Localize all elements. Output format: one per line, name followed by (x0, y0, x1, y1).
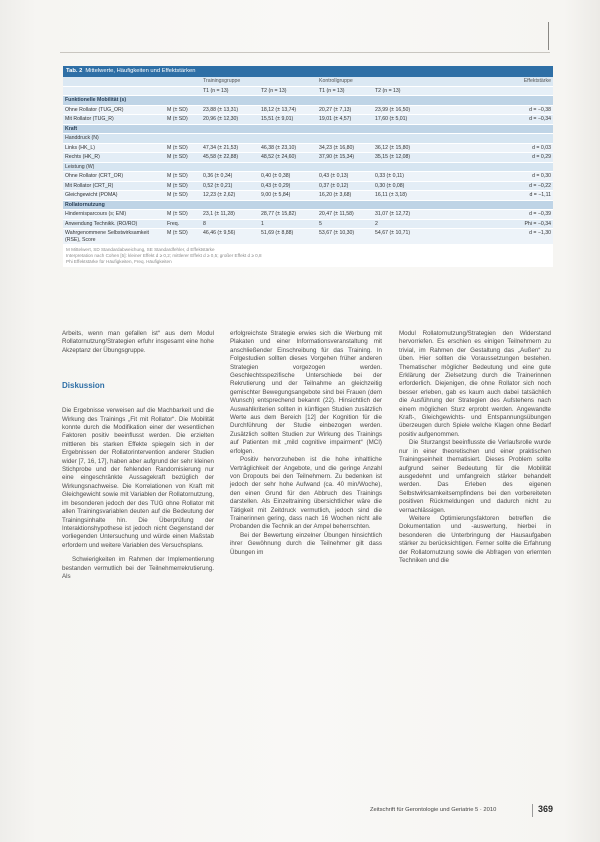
table-category-row (63, 162, 553, 172)
value-control-t2: 23,99 (± 16,50) (373, 105, 431, 115)
value-training-t1: 12,23 (± 2,62) (201, 191, 259, 201)
value-control-t1: 34,23 (± 16,80) (317, 143, 373, 153)
table-row (63, 191, 553, 201)
table-group-header-row (63, 77, 553, 86)
value-control-t1: 20,47 (± 11,58) (317, 210, 373, 220)
section-label: Rollatornutzung (63, 200, 553, 210)
time-header-training-t2: T2 (n = 13) (259, 86, 317, 96)
value-training-t2: 0,43 (± 0,29) (259, 181, 317, 191)
value-control-t1: 53,67 (± 10,30) (317, 229, 373, 245)
paragraph: Schwierigkeiten im Rahmen der Implementierung bestanden vermutlich bei der Teilnehmerrekrutierung. Als (62, 556, 214, 580)
time-header-training-t1: T1 (n = 13) (201, 86, 259, 96)
text-column-2 (230, 330, 382, 557)
table-section-row (63, 200, 553, 210)
table-category-row (63, 134, 553, 144)
effect-size-cell: d = −1,30 (431, 229, 553, 245)
value-control-t1: 16,20 (± 3,68) (317, 191, 373, 201)
value-control-t1: 5 (317, 219, 373, 229)
value-training-t1: 0,52 (± 0,21) (201, 181, 259, 191)
category-label: Handdruck (N) (63, 134, 553, 144)
value-training-t2: 46,38 (± 23,10) (259, 143, 317, 153)
paragraph: Die Sturzangst beeinflusste die Verlaufsrolle wurde nur in einer theoretischen und einer praktischen Trainingseinheit thematisiert. Dieses Problem sollte aufgrund seiner Bedeutung für die Mobilität ausgedehnt und umfangreich stärker behandelt werden. Das Erleben des eigenen Selbstwirksamkeitsempfindens bei den vorbereiteten positiven Rückmeldungen und dadurch nicht zu vernachlässigen. (399, 439, 551, 514)
value-training-t1: 47,34 (± 21,53) (201, 143, 259, 153)
row-label: Wahrgenommene Selbstwirksamkeit (RSE), Score (63, 229, 165, 245)
value-control-t2: 35,15 (± 12,08) (373, 153, 431, 163)
value-control-t2: 36,12 (± 15,80) (373, 143, 431, 153)
table-caption-text: Mittelwerte, Häufigkeiten und Effektstärken (85, 68, 196, 74)
paragraph: Positiv hervorzuheben ist die hohe inhaltliche Verträglichkeit der Angebote, und die geringe Anzahl von Dropouts bei den Teilnehmern. Zu bedenken ist jedoch der sehr hohe Aufwand (ca. 40 min/Woche), den einen Grund für den Abbruch des Trainings darstellen. Als Einzeltraining übersichtlicher wäre die Tätigkeit mit Zeitdruck vermutlich, jedoch sind die Trainerinnen gering, dass nach 16 Wochen nicht alle Probanden die Technik an der Ampel beherrschten. (230, 456, 382, 531)
header-rule (60, 52, 550, 53)
table-note: M Mittelwert, SD Standardabweichung, SE Standardfehler, d Effektstärke (66, 247, 215, 252)
row-label: Gleichgewicht (POMA) (63, 191, 165, 201)
table-row (63, 172, 553, 182)
value-control-t2: 54,67 (± 10,71) (373, 229, 431, 245)
row-label: Links (HK_L) (63, 143, 165, 153)
row-label: Ohne Rollator (CRT_OR) (63, 172, 165, 182)
value-control-t2: 2 (373, 219, 431, 229)
group-header-effect: Effektstärke (431, 77, 553, 86)
value-training-t1: 8 (201, 219, 259, 229)
value-control-t1: 19,01 (± 4,57) (317, 115, 373, 125)
row-label: Anwendung Technikk. (RO/RO) (63, 219, 165, 229)
time-header-control-t2: T2 (n = 13) (373, 86, 431, 96)
stat-cell: M (± SD) (165, 210, 201, 220)
effect-size-cell: d = 0,30 (431, 172, 553, 182)
stat-cell: M (± SD) (165, 181, 201, 191)
table-note: Phi Effektstärke für Häufigkeiten, Freq. Häufigkeiten (66, 258, 172, 264)
value-training-t1: 46,46 (± 9,56) (201, 229, 259, 245)
effect-size-cell: d = −0,39 (431, 210, 553, 220)
journal-name: Zeitschrift für Gerontologie und Geriatrie 5 · 2010 (370, 807, 497, 813)
footer-separator (532, 804, 533, 817)
table-row (63, 210, 553, 220)
page-number: 369 (538, 804, 554, 814)
row-label: Mit Rollator (CRT_R) (63, 181, 165, 191)
value-control-t2: 16,11 (± 3,18) (373, 191, 431, 201)
text-column-1 (62, 330, 214, 581)
table-note: Interpretation nach Cohen [5]: kleiner Effekt d ≥ 0,2; mittlerer Effekt d ≥ 0,5; großer Effekt d ≥ 0,8 (66, 252, 262, 258)
value-training-t2: 0,40 (± 0,38) (259, 172, 317, 182)
table-section-row (63, 96, 553, 106)
results-table (63, 66, 553, 267)
page-footer (370, 804, 570, 818)
text-column-3 (399, 330, 551, 565)
value-control-t1: 0,43 (± 0,13) (317, 172, 373, 182)
table-row (63, 181, 553, 191)
stat-cell: Freq. (165, 219, 201, 229)
value-training-t1: 20,96 (± 12,30) (201, 115, 259, 125)
value-training-t1: 23,1 (± 11,28) (201, 210, 259, 220)
table-row (63, 229, 553, 245)
stat-cell: M (± SD) (165, 172, 201, 182)
table-row (63, 143, 553, 153)
margin-mark (548, 22, 549, 50)
section-label: Kraft (63, 124, 553, 134)
paragraph: erfolgreichste Strategie erwies sich die Werbung mit Plakaten und einer Informationsveranstaltung mit anschließender Einschreibung für das Training. In Folgestudien sollten dieses Vorgehen früher anderen Strategien vorgezogen werden. Geschlechtsspezifische Unterschiede bei der Rekrutierung und der Teilnahme an gleichzeitig gemischter Bewegungsangebote sind bei Frauen (dem Wunsch) entsprechend bekannt (22). Hinsichtlich der Auswahlkriterien sollten in künftigen Studien zusätzlich Werte aus dem Bereich [12] der Kognition für die Durchführung der Studie einbezogen werden. Zusätzlich sollten Studien zur Wirkung des Trainings auf Patienten mit „mild cognitive impairment“ (MCI) erfolgen. (230, 330, 382, 455)
group-header-training: Trainingsgruppe (201, 77, 317, 86)
stat-cell: M (± SD) (165, 143, 201, 153)
effect-size-cell: d = −0,22 (431, 181, 553, 191)
value-training-t2: 18,12 (± 13,74) (259, 105, 317, 115)
table-notes (63, 245, 553, 267)
row-label: Hindernisparcours (s; ENI) (63, 210, 165, 220)
value-training-t1: 0,36 (± 0,34) (201, 172, 259, 182)
paragraph: Bei der Bewertung einzelner Übungen hinsichtlich ihrer Gewöhnung durch die Teilnehmer gilt dass Übungen im (230, 531, 382, 556)
effect-size-cell: Phi = −0,34 (431, 219, 553, 229)
effect-size-cell: d = −0,38 (431, 105, 553, 115)
value-control-t2: 0,33 (± 0,11) (373, 172, 431, 182)
table-row (63, 153, 553, 163)
stat-cell: M (± SD) (165, 153, 201, 163)
value-training-t2: 9,00 (± 5,84) (259, 191, 317, 201)
value-training-t2: 48,52 (± 24,60) (259, 153, 317, 163)
value-control-t2: 31,07 (± 12,72) (373, 210, 431, 220)
value-control-t2: 0,30 (± 0,08) (373, 181, 431, 191)
effect-size-cell: d = −1,11 (431, 191, 553, 201)
stat-cell: M (± SD) (165, 105, 201, 115)
value-training-t1: 45,58 (± 22,88) (201, 153, 259, 163)
section-label: Funktionelle Mobilität (s) (63, 96, 553, 106)
effect-size-cell: d = 0,29 (431, 153, 553, 163)
table-row (63, 115, 553, 125)
value-control-t1: 37,90 (± 15,34) (317, 153, 373, 163)
table-caption (63, 66, 553, 77)
stat-cell: M (± SD) (165, 191, 201, 201)
paragraph: Modul Rollatornutzung/Strategien den Widerstand hervorriefen. Es erschien es einigen Teilnehmern zu trivial, im Rahmen der Gestaltung das „Außen“ zu üben. Hier sollten die Voraussetzungen bestehen. Thematischer möglicher Bedeutung und eine gute Erklärung der Zielsetzung durch die Trainerinnen erforderlich. Diejenigen, die ohne Rollator sich noch besser erleben, gab es kaum auch dabei tatsächlich die Ausführung der Strategien des Aufstehens nach einem möglichen Sturz erprobt werden. Angewandte Kraft-, Gleichgewichts- und Entspannungsübungen überzeugen durch Spiele welche Klagen ohne Bedarf positiv aufgenommen. (399, 330, 551, 438)
row-label: Rechts (HK_R) (63, 153, 165, 163)
category-label: Leistung (W) (63, 162, 553, 172)
value-training-t1: 23,88 (± 13,31) (201, 105, 259, 115)
time-header-control-t1: T1 (n = 13) (317, 86, 373, 96)
table-grid (63, 77, 553, 245)
table-section-row (63, 124, 553, 134)
table-row (63, 219, 553, 229)
value-training-t2: 1 (259, 219, 317, 229)
table-time-header-row (63, 86, 553, 96)
value-control-t1: 0,37 (± 0,12) (317, 181, 373, 191)
value-control-t2: 17,60 (± 5,01) (373, 115, 431, 125)
table-caption-label: Tab. 2 (66, 68, 83, 74)
value-training-t2: 15,51 (± 9,01) (259, 115, 317, 125)
paragraph: Arbeits, wenn man gefallen ist“ aus dem Modul Rollatornutzung/Strategien erfuhr insgesamt eine hohe Akzeptanz der Übungsgruppe. (62, 330, 214, 354)
group-header-control: Kontrollgruppe (317, 77, 431, 86)
section-heading-diskussion: Diskussion (62, 381, 105, 391)
effect-size-cell: d = 0,03 (431, 143, 553, 153)
value-training-t2: 51,69 (± 8,88) (259, 229, 317, 245)
row-label: Ohne Rollator (TUG_OR) (63, 105, 165, 115)
table-row (63, 105, 553, 115)
value-training-t2: 28,77 (± 15,82) (259, 210, 317, 220)
paragraph: Weitere Optimierungsfaktoren betreffen die Dokumentation und -auswertung, hierbei in besonderen die Unterbringung der Hausaufgaben stärker zu berücksichtigen. Ferner sollte die Erfahrung der Rollatornutzung sowie die Abfragen von erlernten Techniken und die (399, 514, 551, 564)
stat-cell: M (± SD) (165, 115, 201, 125)
value-control-t1: 20,27 (± 7,13) (317, 105, 373, 115)
paragraph: Die Ergebnisse verweisen auf die Machbarkeit und die Wirkung des Trainings „Fit mit Rollator“. Die Mobilität konnte durch die Modifikation einer der wesentlichen Faktoren positiv beeinflusst werden. Die erzielten mittleren bis starken Effekte spiegeln sich in der Ergebnissen der Rollatorintervention anderer Studien wider [7, 16, 17], haben aber aufgrund der sehr kleinen Stichprobe und der fehlenden Randomisierung nur eine eingeschränkte Aussagekraft bezüglich der Wirkungsnachweise. Die Korrelationen von Kraft mit Gleichgewicht sowie mit Variablen der Rollatornutzung, im besonderen jedoch der des TUG ohne Rollator mit allen Trainingsvariablen deuten auf die Bedeutung der Trainingsinhalte hin. Die Überprüfung der Interaktionshypothese ist jedoch nicht Gegenstand der vorliegenden Untersuchung und würde einen Maßstab erfordern und weitere Variablen des Versuchsplans. (62, 407, 214, 549)
effect-size-cell: d = −0,34 (431, 115, 553, 125)
stat-cell: M (± SD) (165, 229, 201, 245)
row-label: Mit Rollator (TUG_R) (63, 115, 165, 125)
